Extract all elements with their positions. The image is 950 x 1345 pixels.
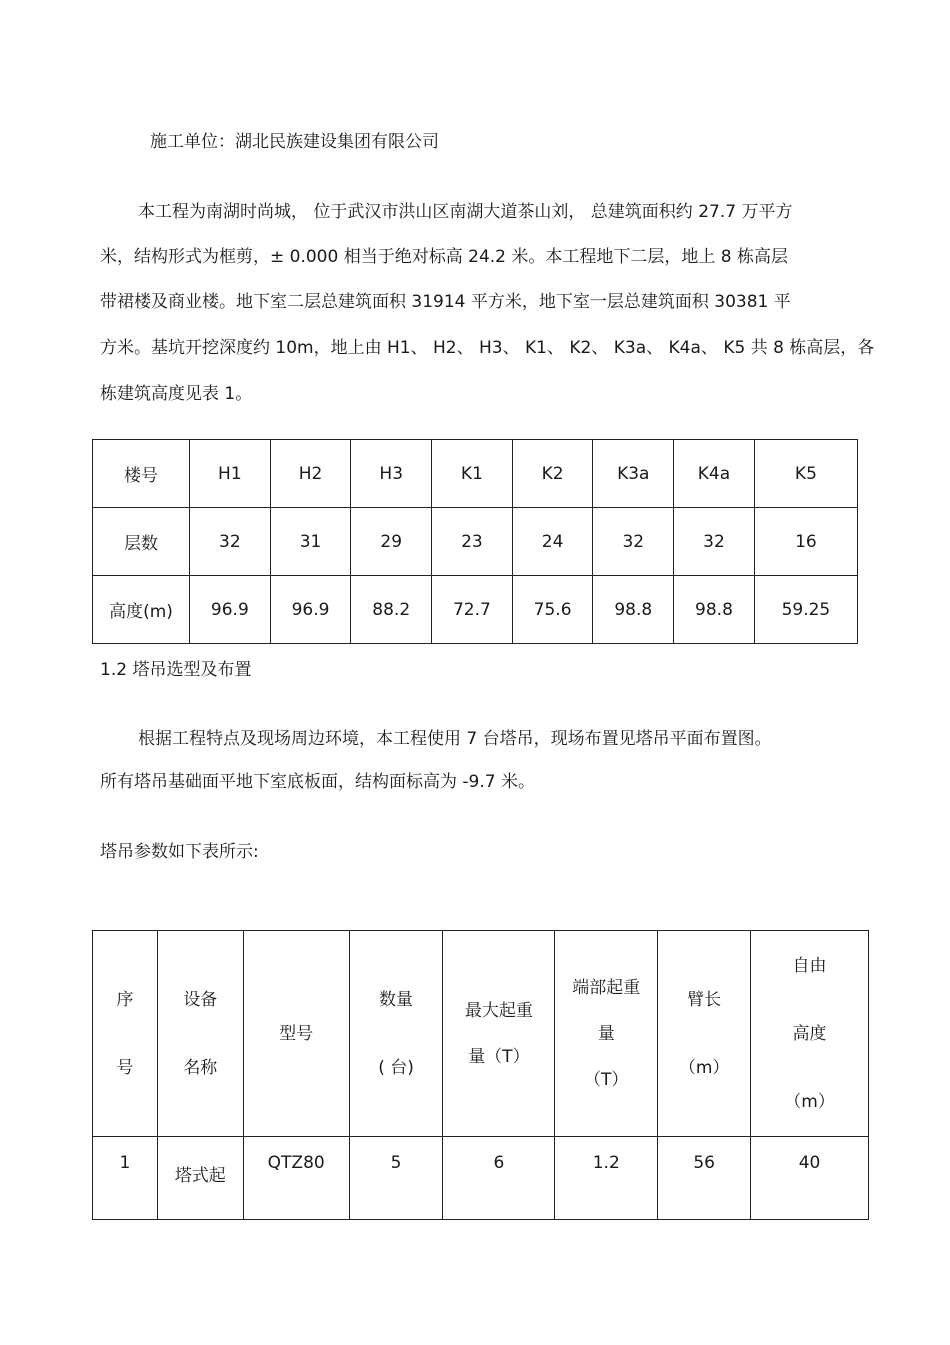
- header-text: 量: [597, 1023, 615, 1044]
- intro-line: 带裙楼及商业楼。地下室二层总建筑面积 31914 平方米，地下室一层总建筑面积 30381 平: [100, 292, 791, 312]
- header-spacer: [555, 1051, 657, 1063]
- header-text: （m）: [784, 1091, 835, 1112]
- header-text: 臂长: [687, 989, 722, 1010]
- header-text: 型号: [279, 1023, 314, 1044]
- table-cell: 29: [351, 508, 432, 576]
- header-text: 设备: [183, 989, 218, 1010]
- header-spacer: [93, 1017, 157, 1051]
- header-spacer: [658, 1017, 750, 1051]
- table-cell: 98.8: [674, 576, 755, 644]
- header-text: 名称: [183, 1057, 218, 1078]
- table-cell: 40: [751, 1137, 869, 1220]
- table-cell: 1: [93, 1137, 158, 1220]
- header-cell: [751, 931, 869, 1137]
- header-spacer: [751, 983, 868, 1017]
- header-cell: [243, 931, 349, 1137]
- table-cell: 24: [512, 508, 593, 576]
- cell-text: 塔式起: [174, 1166, 226, 1186]
- table-cell: K5: [754, 440, 857, 508]
- row-label: 层数: [93, 508, 190, 576]
- table-cell: 5: [349, 1137, 443, 1220]
- table-cell: [157, 1137, 243, 1220]
- table-cell: K3a: [593, 440, 674, 508]
- table-cell: 96.9: [270, 576, 351, 644]
- building-table: [92, 439, 858, 644]
- header-text: 号: [116, 1057, 134, 1078]
- table-row: [93, 508, 858, 576]
- header-cell: [658, 931, 751, 1137]
- table-cell: 1.2: [555, 1137, 658, 1220]
- table-cell: 56: [658, 1137, 751, 1220]
- table-cell: 31: [270, 508, 351, 576]
- intro-line: 米，结构形式为框剪，± 0.000 相当于绝对标高 24.2 米。本工程地下二层，地上 8 栋高层: [100, 247, 789, 267]
- crane-line: 根据工程特点及现场周边环境，本工程使用 7 台塔吊，现场布置见塔吊平面布置图。: [138, 729, 772, 749]
- table-cell: H3: [351, 440, 432, 508]
- header-text: 最大起重: [464, 1000, 533, 1021]
- header-text: 量（T）: [468, 1046, 530, 1067]
- header-cell: [443, 931, 555, 1137]
- section-heading: 1.2 塔吊选型及布置: [100, 660, 252, 680]
- header-cell: [555, 931, 658, 1137]
- header-text: 端部起重: [572, 977, 641, 998]
- header-cell: [157, 931, 243, 1137]
- row-label: 楼号: [93, 440, 190, 508]
- table-cell: H1: [190, 440, 271, 508]
- table-row: [93, 576, 858, 644]
- table-cell: H2: [270, 440, 351, 508]
- header-spacer: [555, 1005, 657, 1017]
- header-spacer: [751, 1051, 868, 1085]
- crane-param-table: [92, 930, 869, 1220]
- header-text: （m）: [678, 1057, 730, 1078]
- table-row: [93, 440, 858, 508]
- header-spacer: [443, 1028, 554, 1040]
- table-cell: 72.7: [432, 576, 513, 644]
- construction-unit: 施工单位：湖北民族建设集团有限公司: [150, 132, 439, 152]
- row-label: 高度(m): [93, 576, 190, 644]
- table-cell: 32: [190, 508, 271, 576]
- header-text: （T）: [584, 1069, 629, 1090]
- table-row: [93, 1137, 869, 1220]
- header-spacer: [158, 1017, 243, 1051]
- intro-line: 方米。基坑开挖深度约 10m，地上由 H1、 H2、 H3、 K1、 K2、 K3a、 K4a、 K5 共 8 栋高层，各: [100, 338, 875, 358]
- table-cell: 59.25: [754, 576, 857, 644]
- param-intro: 塔吊参数如下表所示:: [100, 842, 259, 862]
- table-cell: 96.9: [190, 576, 271, 644]
- table-header-row: [93, 931, 869, 1137]
- table-cell: QTZ80: [243, 1137, 349, 1220]
- table-cell: K2: [512, 440, 593, 508]
- table-cell: 32: [674, 508, 755, 576]
- header-text: 序: [116, 989, 134, 1010]
- table-cell: 16: [754, 508, 857, 576]
- table-cell: 75.6: [512, 576, 593, 644]
- table-cell: K1: [432, 440, 513, 508]
- table-cell: 32: [593, 508, 674, 576]
- header-cell: [349, 931, 443, 1137]
- header-text: 数量: [379, 989, 414, 1010]
- table-cell: 23: [432, 508, 513, 576]
- header-spacer: [350, 1017, 443, 1051]
- crane-line: 所有塔吊基础面平地下室底板面，结构面标高为 -9.7 米。: [100, 772, 535, 792]
- header-text: 高度: [792, 1023, 827, 1044]
- intro-line: 栋建筑高度见表 1。: [100, 384, 253, 404]
- header-text: ( 台): [378, 1057, 414, 1078]
- table-cell: 6: [443, 1137, 555, 1220]
- header-text: 自由: [792, 955, 827, 976]
- table-cell: 98.8: [593, 576, 674, 644]
- table-cell: K4a: [674, 440, 755, 508]
- table-cell: 88.2: [351, 576, 432, 644]
- header-cell: [93, 931, 158, 1137]
- intro-line: 本工程为南湖时尚城， 位于武汉市洪山区南湖大道茶山刘， 总建筑面积约 27.7 万平方: [138, 202, 793, 222]
